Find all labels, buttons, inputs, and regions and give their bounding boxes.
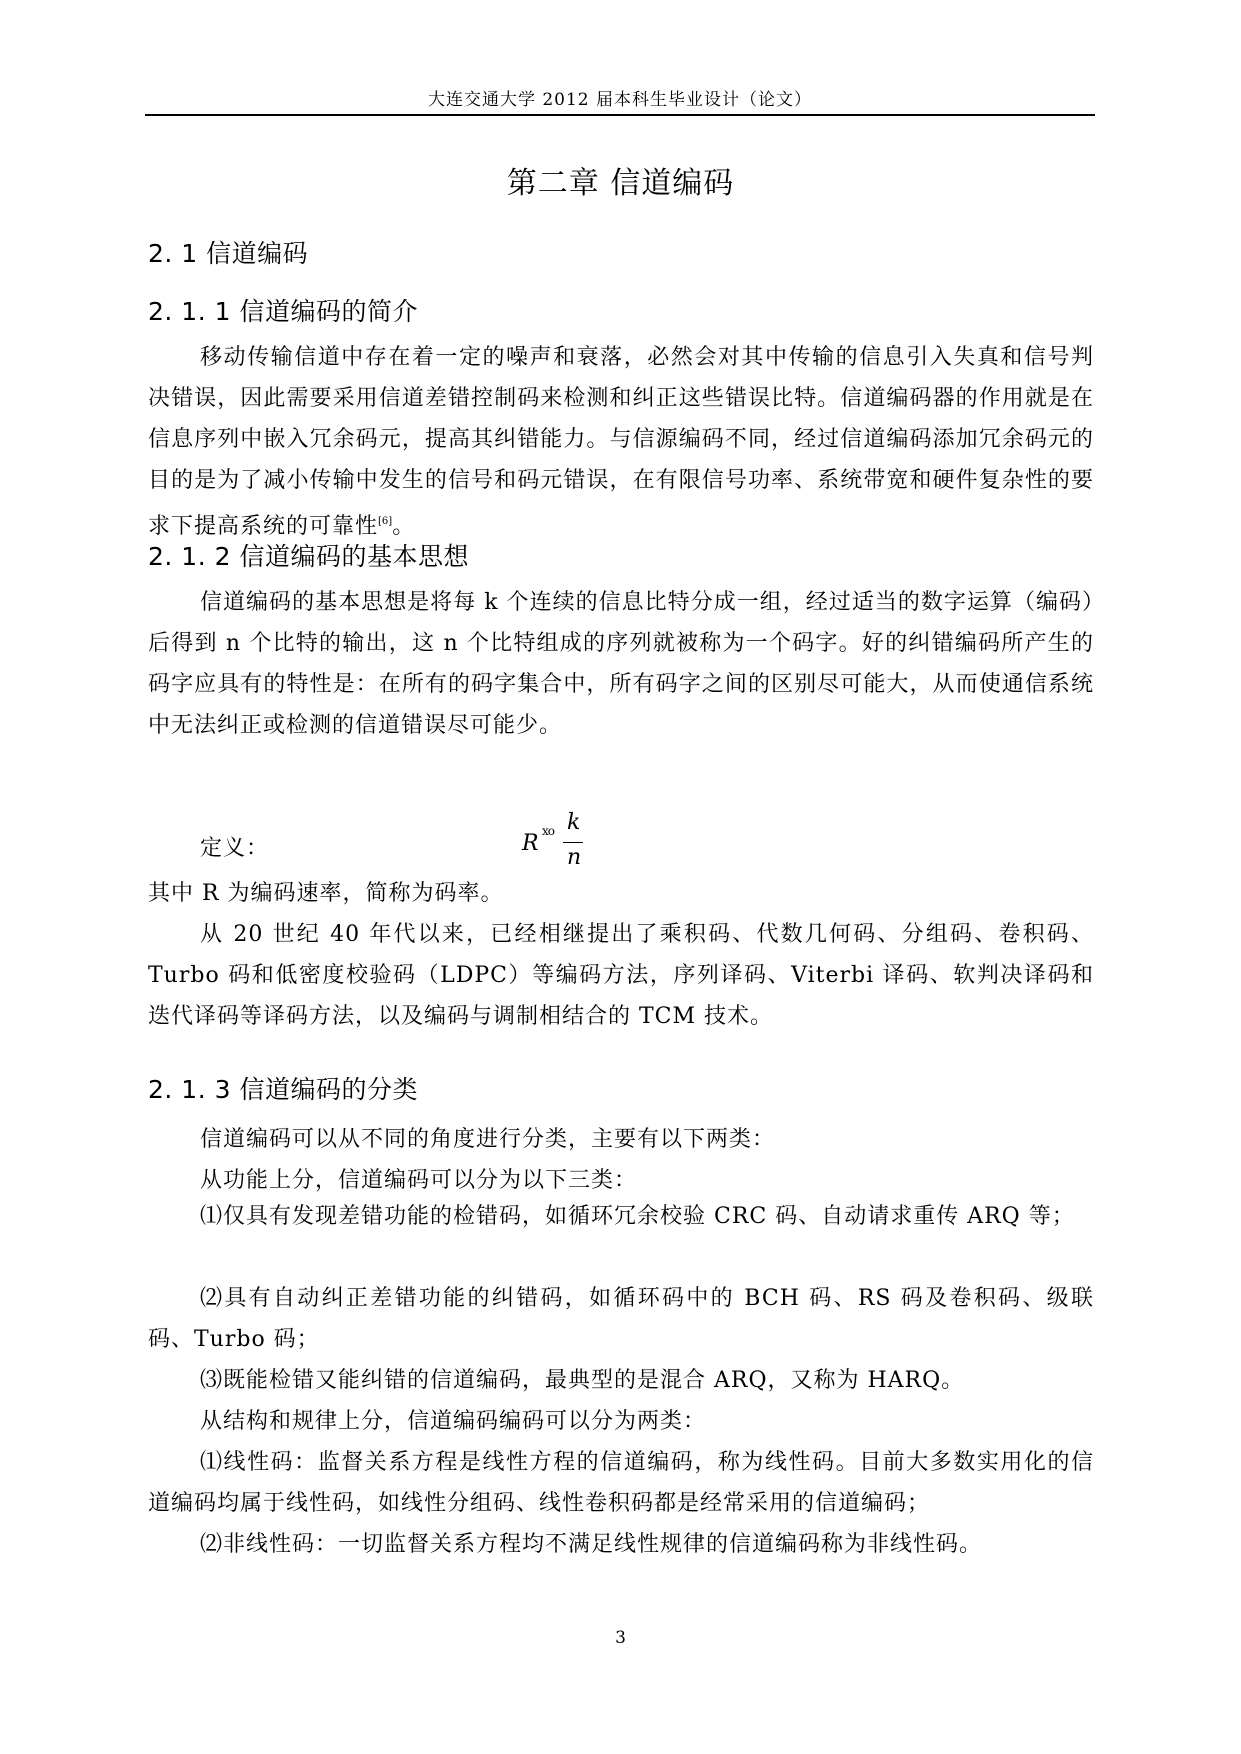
formula-lhs: R — [522, 831, 539, 856]
citation-marker: [6] — [378, 516, 393, 527]
section-heading-2-1-1: 2. 1. 1 信道编码的简介 — [148, 297, 418, 326]
paragraph-introduction-text: 移动传输信道中存在着一定的噪声和衰落，必然会对其中传输的信息引入失真和信号判决错误，因此需要采用信道差错控制码来检测和纠正这些错误比特。信道编码器的作用就是在信息序列中嵌入冗余码元，提高其纠错能力。与信源编码不同，经过信道编码添加冗余码元的目的是为了减小传输中发生的信号和码元错误，在有限信号功率、系统带宽和硬件复杂性的要求下提高系统的可靠性 — [148, 345, 1094, 539]
paragraph-basic-idea: 信道编码的基本思想是将每 k 个连续的信息比特分成一组，经过适当的数字运算（编码）后得到 n 个比特的输出，这 n 个比特组成的序列就被称为一个码字。好的纠错编码所产生的码字应具有的特性是：在所有的码字集合中，所有码字之间的区别尽可能大，从而使通信系统中无法纠正或检测的信道错误尽可能少。 — [148, 590, 1094, 738]
function-item-1: ⑴仅具有发现差错功能的检错码，如循环冗余校验 CRC 码、自动请求重传 ARQ 等； — [200, 1204, 1075, 1229]
classification-by-structure: 从结构和规律上分，信道编码编码可以分为两类： — [200, 1409, 707, 1434]
running-header: 大连交通大学 2012 届本科生毕业设计（论文） — [427, 90, 813, 110]
code-rate-formula — [522, 810, 592, 876]
page-number: 3 — [615, 1628, 626, 1648]
paragraph-history: 从 20 世纪 40 年代以来，已经相继提出了乘积码、代数几何码、分组码、卷积码、Turbo 码和低密度校验码（LDPC）等编码方法，序列译码、Viterbi 译码、软判决译码和迭代译码等译码方法，以及编码与调制相结合的 TCM 技术。 — [148, 922, 1094, 1029]
section-heading-2-1-2: 2. 1. 2 信道编码的基本思想 — [148, 542, 469, 571]
formula-denominator: n — [567, 845, 582, 870]
formula-note: 其中 R 为编码速率，简称为码率。 — [148, 881, 504, 906]
paragraph-introduction-end: 。 — [392, 514, 416, 539]
formula-equals-symbol: xo — [542, 824, 554, 838]
header-rule — [145, 114, 1095, 116]
classification-by-function: 从功能上分，信道编码可以分为以下三类： — [200, 1168, 638, 1193]
fraction-bar — [563, 842, 583, 843]
structure-item-2: ⑵非线性码：一切监督关系方程均不满足线性规律的信道编码称为非线性码。 — [200, 1532, 983, 1557]
definition-label: 定义： — [200, 836, 270, 861]
paragraph-introduction — [148, 337, 1094, 547]
structure-item-1: ⑴线性码：监督关系方程是线性方程的信道编码，称为线性码。目前大多数实用化的信道编码均属于线性码，如线性分组码、线性卷积码都是经常采用的信道编码； — [148, 1450, 1094, 1516]
section-heading-2-1: 2. 1 信道编码 — [148, 239, 309, 268]
classification-intro: 信道编码可以从不同的角度进行分类，主要有以下两类： — [200, 1127, 776, 1152]
function-item-2: ⑵具有自动纠正差错功能的纠错码，如循环码中的 BCH 码、RS 码及卷积码、级联码、Turbo 码； — [148, 1286, 1094, 1352]
chapter-title: 第二章 信道编码 — [506, 166, 735, 201]
function-item-3: ⑶既能检错又能纠错的信道编码，最典型的是混合 ARQ，又称为 HARQ。 — [200, 1368, 965, 1393]
section-heading-2-1-3: 2. 1. 3 信道编码的分类 — [148, 1075, 418, 1104]
formula-numerator: k — [567, 810, 581, 835]
